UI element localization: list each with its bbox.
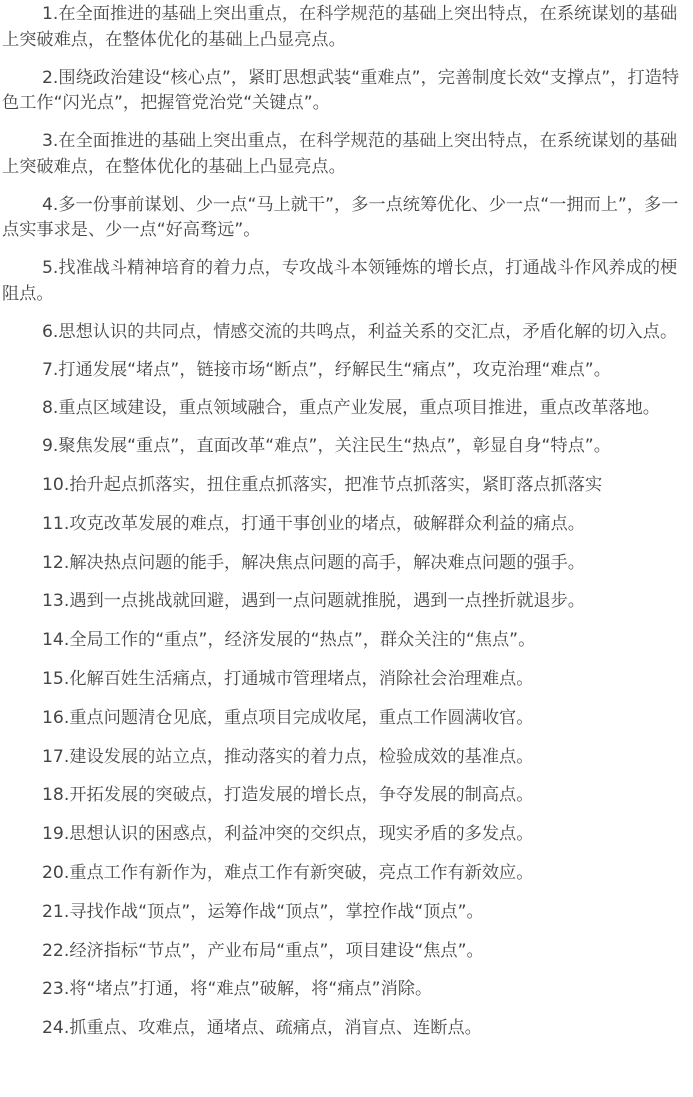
paragraph-18: 18.开拓发展的突破点，打造发展的增长点，争夺发展的制高点。 (42, 785, 534, 806)
paragraph-15: 15.化解百姓生活痛点，打通城市管理堵点，消除社会治理难点。 (42, 669, 534, 690)
paragraph-6: 6.思想认识的共同点，情感交流的共鸣点，利益关系的交汇点，矛盾化解的切入点。 (42, 321, 678, 342)
paragraph-14: 14.全局工作的“重点”，经济发展的“热点”，群众关注的“焦点”。 (42, 630, 536, 651)
paragraph-8: 8.重点区域建设，重点领域融合，重点产业发展，重点项目推进，重点改革落地。 (42, 398, 660, 419)
paragraph-17: 17.建设发展的站立点，推动落实的着力点，检验成效的基准点。 (42, 746, 534, 767)
paragraph-10: 10.抬升起点抓落实，扭住重点抓落实，把准节点抓落实，紧盯落点抓落实 (42, 475, 603, 496)
paragraph-11: 11.攻克改革发展的难点，打通干事创业的堵点，破解群众利益的痛点。 (42, 513, 585, 534)
paragraph-19: 19.思想认识的困惑点，利益冲突的交织点，现实矛盾的多发点。 (42, 824, 534, 845)
paragraph-3: 3.在全面推进的基础上突出重点，在科学规范的基础上突出特点，在系统谋划的基础上突破难点，在整体优化的基础上凸显亮点。 (2, 131, 678, 177)
paragraph-4: 4.多一份事前谋划、少一点“马上就干”，多一点统筹优化、少一点“一拥而上”，多一点实事求是、少一点“好高骛远”。 (2, 194, 679, 240)
paragraph-7: 7.打通发展“堵点”，链接市场“断点”，纾解民生“痛点”，攻克治理“难点”。 (42, 359, 611, 380)
paragraph-21: 21.寻找作战“顶点”，运筹作战“顶点”，掌控作战“顶点”。 (42, 901, 484, 922)
paragraph-1: 1.在全面推进的基础上突出重点，在科学规范的基础上突出特点，在系统谋划的基础上突破难点，在整体优化的基础上凸显亮点。 (2, 4, 678, 50)
paragraph-13: 13.遇到一点挑战就回避，遇到一点问题就推脱，遇到一点挫折就退步。 (42, 591, 585, 612)
paragraph-16: 16.重点问题清仓见底，重点项目完成收尾，重点工作圆满收官。 (42, 707, 534, 728)
paragraph-12: 12.解决热点问题的能手，解决焦点问题的高手，解决难点问题的强手。 (42, 552, 585, 573)
paragraph-20: 20.重点工作有新作为，难点工作有新突破，亮点工作有新效应。 (42, 863, 534, 884)
paragraph-23: 23.将“堵点”打通，将“难点”破解，将“痛点”消除。 (42, 979, 433, 1000)
paragraph-9: 9.聚焦发展“重点”，直面改革“难点”，关注民生“热点”，彰显自身“特点”。 (42, 436, 611, 457)
paragraph-5: 5.找准战斗精神培育的着力点，专攻战斗本领锤炼的增长点，打通战斗作风养成的梗阻点。 (2, 258, 678, 304)
paragraph-22: 22.经济指标“节点”，产业布局“重点”，项目建设“焦点”。 (42, 940, 484, 961)
paragraph-24: 24.抓重点、攻难点，通堵点、疏痛点，消盲点、连断点。 (42, 1018, 482, 1039)
paragraph-2: 2.围绕政治建设“核心点”，紧盯思想武装“重难点”，完善制度长效“支撑点”，打造特色工作“闪光点”，把握管党治党“关键点”。 (2, 67, 680, 113)
